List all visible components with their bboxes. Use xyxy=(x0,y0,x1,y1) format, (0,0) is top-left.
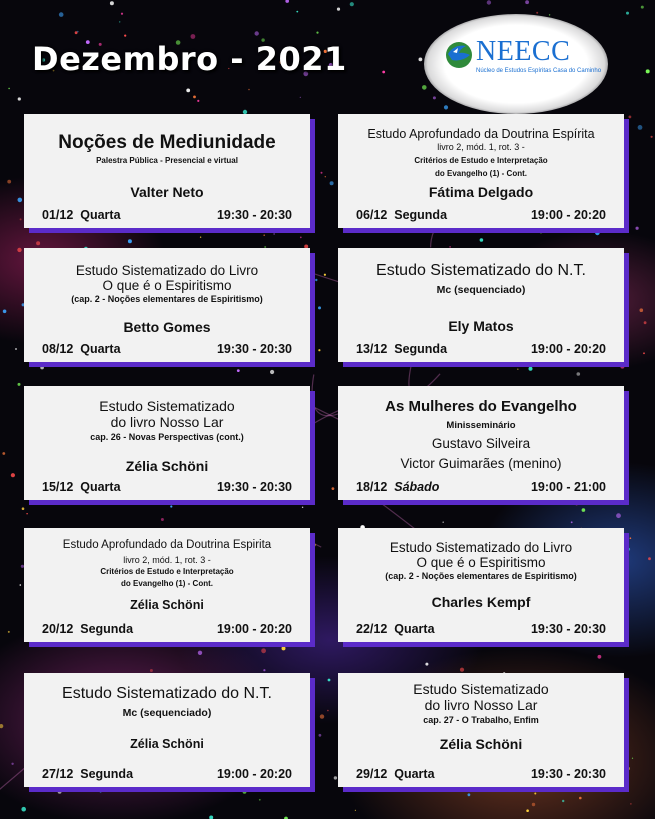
event-title: Estudo Aprofundado da Doutrina Espírita xyxy=(367,127,595,141)
event-date: 08/12 Quarta xyxy=(42,342,121,356)
event-date: 20/12 Segunda xyxy=(42,622,134,636)
logo-subtitle: Núcleo de Estudos Espíritas Casa do Caminho xyxy=(476,68,602,74)
event-time: 19:00 - 20:20 xyxy=(530,208,606,222)
event-card-espiritismo-2 xyxy=(338,528,624,642)
event-title-2: do livro Nosso Lar xyxy=(424,697,538,713)
event-detail: livro 2, mód. 1, rot. 3 - xyxy=(437,142,525,152)
event-speaker: Zélia Schöni xyxy=(130,598,204,612)
event-time: 19:00 - 21:00 xyxy=(530,480,606,494)
event-date: 01/12 Quarta xyxy=(42,208,121,222)
event-detail: Critérios de Estudo e Interpretação xyxy=(414,156,548,165)
event-time: 19:30 - 20:30 xyxy=(530,622,606,636)
event-date: 29/12 Quarta xyxy=(356,767,435,781)
event-time: 19:30 - 20:30 xyxy=(216,208,292,222)
event-speaker: Valter Neto xyxy=(130,184,204,200)
event-speaker: Zélia Schöni xyxy=(439,736,523,752)
event-detail: (cap. 2 - Noções elementares de Espiritismo) xyxy=(385,571,577,581)
event-speaker: Ely Matos xyxy=(448,318,514,334)
event-card-nosso-lar-1 xyxy=(24,386,310,500)
neecc-logo xyxy=(424,14,608,114)
event-time: 19:30 - 20:30 xyxy=(216,342,292,356)
logo-wordmark: NEECC xyxy=(476,36,571,67)
event-date: 06/12 Segunda xyxy=(356,208,448,222)
event-detail: do Evangelho (1) - Cont. xyxy=(435,169,527,178)
event-card-doutrina-2 xyxy=(24,528,310,642)
event-date: 13/12 Segunda xyxy=(356,342,448,356)
event-speaker: Zélia Schöni xyxy=(125,458,209,474)
event-time: 19:00 - 20:20 xyxy=(530,342,606,356)
event-time: 19:30 - 20:30 xyxy=(216,480,292,494)
dove-globe-icon xyxy=(444,40,474,70)
event-title-2: do livro Nosso Lar xyxy=(110,414,224,430)
event-date: 27/12 Segunda xyxy=(42,767,134,781)
event-title: Noções de Mediunidade xyxy=(58,132,276,153)
event-date: 22/12 Quarta xyxy=(356,622,435,636)
event-detail: cap. 27 - O Trabalho, Enfim xyxy=(423,715,539,725)
event-subtitle: Palestra Pública - Presencial e virtual xyxy=(96,156,238,165)
event-title: Estudo Sistematizado do Livro xyxy=(75,263,259,278)
event-title: Estudo Sistematizado xyxy=(413,681,549,697)
event-detail: Critérios de Estudo e Interpretação xyxy=(100,567,234,576)
event-speaker: Fátima Delgado xyxy=(428,184,534,200)
event-time: 19:00 - 20:20 xyxy=(216,767,292,781)
event-speaker: Betto Gomes xyxy=(123,319,211,335)
event-card-nosso-lar-2 xyxy=(338,673,624,787)
event-detail: Mc (sequenciado) xyxy=(122,707,212,719)
event-detail: do Evangelho (1) - Cont. xyxy=(121,579,213,588)
event-title: Estudo Aprofundado da Doutrina Espirita xyxy=(62,539,272,551)
event-title: Estudo Sistematizado do Livro xyxy=(389,540,573,555)
event-time: 19:30 - 20:30 xyxy=(530,767,606,781)
event-card-nt-2 xyxy=(24,673,310,787)
event-title-2: O que é o Espiritismo xyxy=(416,555,546,570)
event-speaker: Gustavo Silveira xyxy=(431,436,531,451)
event-card-nt-1 xyxy=(338,248,624,362)
event-speaker: Charles Kempf xyxy=(431,594,531,610)
event-time: 19:00 - 20:20 xyxy=(216,622,292,636)
event-title: As Mulheres do Evangelho xyxy=(385,398,577,415)
event-detail: Minisseminário xyxy=(446,420,516,431)
event-detail: Mc (sequenciado) xyxy=(436,284,526,296)
event-title: Estudo Sistematizado do N.T. xyxy=(376,262,586,279)
event-date: 18/12 Sábado xyxy=(356,480,440,494)
event-title-2: O que é o Espiritismo xyxy=(102,278,232,293)
page-title: Dezembro - 2021 xyxy=(32,40,347,78)
event-card-espiritismo-1 xyxy=(24,248,310,362)
event-date: 15/12 Quarta xyxy=(42,480,121,494)
event-detail: livro 2, mód. 1, rot. 3 - xyxy=(123,555,211,565)
event-speaker: Zélia Schöni xyxy=(130,737,204,751)
event-card-doutrina-1 xyxy=(338,114,624,228)
event-detail: (cap. 2 - Noções elementares de Espiritismo) xyxy=(71,294,263,304)
event-speaker-2: Victor Guimarães (menino) xyxy=(400,456,562,471)
event-title: Estudo Sistematizado do N.T. xyxy=(62,685,272,702)
event-card-mulheres xyxy=(338,386,624,500)
event-detail: cap. 26 - Novas Perspectivas (cont.) xyxy=(90,432,244,442)
event-card-mediunidade xyxy=(24,114,310,228)
event-title: Estudo Sistematizado xyxy=(99,398,235,414)
